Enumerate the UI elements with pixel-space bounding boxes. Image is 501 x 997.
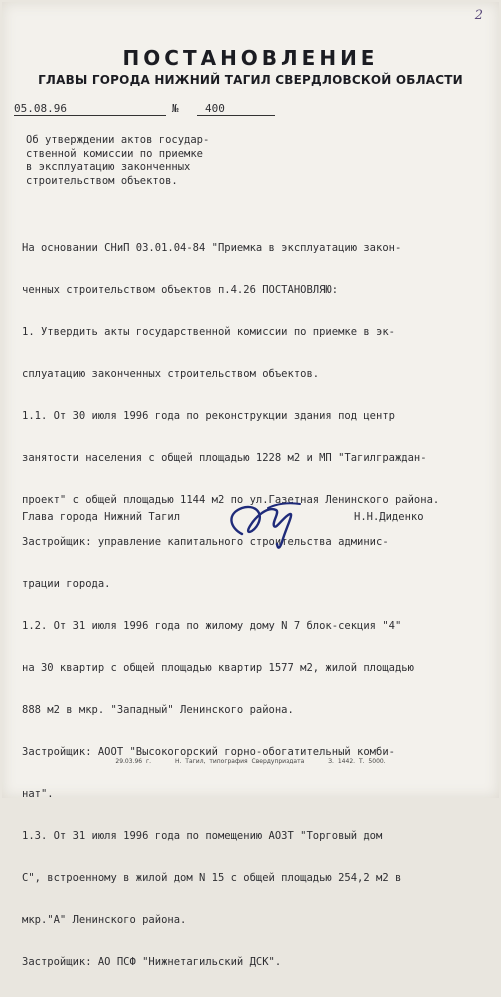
body-line: На основании СНиП 03.01.04-84 "Приемка в эксплуатацию закон- <box>22 242 402 254</box>
body-line: ченных строительством объектов п.4.26 ПОСТАНОВЛЯЮ: <box>22 284 339 296</box>
body-line: сплуатацию законченных строительством объектов. <box>22 368 320 380</box>
print-footer <box>2 758 499 765</box>
signatory-position: Глава города Нижний Тагил <box>22 511 181 523</box>
body-line: 1.1. От 30 июля 1996 года по реконструкции здания под центр <box>22 410 395 422</box>
subject-line: ственной комиссии по приемке <box>26 147 204 160</box>
document-title: ПОСТАНОВЛЕНИЕ <box>122 46 379 70</box>
subject-line: строительством объектов. <box>26 174 178 187</box>
document-subtitle: ГЛАВЫ ГОРОДА НИЖНИЙ ТАГИЛ СВЕРДЛОВСКОЙ ОБЛАСТИ <box>38 73 463 87</box>
body-line: проект" с общей площадью 1144 м2 по ул.Газетная Ленинского района. <box>22 494 440 506</box>
body-line: на 30 квартир с общей площадью квартир 1577 м2, жилой площадью <box>22 662 414 674</box>
body-line: Застройщик: управление капитального строительства админис- <box>22 536 389 548</box>
body-line: нат". <box>22 788 54 800</box>
footer-date: 29.03.96 г. <box>115 758 152 765</box>
number-label: № <box>172 102 179 115</box>
body-line: Застройщик: АО ПСФ "Нижнетагильский ДСК". <box>22 956 282 968</box>
page-number-handwritten: 2 <box>474 8 483 23</box>
document-page <box>2 2 499 968</box>
body-line: 888 м2 в мкр. "Западный" Ленинского района. <box>22 704 294 716</box>
subject-line: Об утверждении актов государ- <box>26 134 210 146</box>
document-date: 05.08.96 <box>14 102 166 116</box>
signatory-name: Н.Н.Диденко <box>354 511 424 523</box>
document-number <box>197 102 275 116</box>
body-line: мкр."А" Ленинского района. <box>22 914 187 926</box>
subject-block <box>26 134 266 188</box>
document-number-value: 400 <box>205 102 225 115</box>
handwritten-signature <box>220 492 310 552</box>
body-line: 1.3. От 31 июля 1996 года по помещению АОЗТ "Торговый дом <box>22 830 383 842</box>
body-line: трации города. <box>22 578 111 590</box>
body-line: 1. Утвердить акты государственной комиссии по приемке в эк- <box>22 326 395 338</box>
body-line: 1.2. От 31 июля 1996 года по жилому дому N 7 блок-секция "4" <box>22 620 402 632</box>
subject-line: в эксплуатацию законченных <box>26 161 191 173</box>
footer-order: З. 1442. Т. 5000. <box>328 758 386 765</box>
body-line: С", встроенному в жилой дом N 15 с общей площадью 254,2 м2 в <box>22 872 402 884</box>
body-line: занятости населения с общей площадью 1228 м2 и МП "Тагилграждан- <box>22 452 427 464</box>
footer-printer: Н. Тагил, типография Свердуприздата <box>174 758 305 765</box>
body-line: Застройщик: АООТ "Высокогорский горно-обогатительный комби- <box>22 746 395 758</box>
body-text <box>22 213 482 997</box>
